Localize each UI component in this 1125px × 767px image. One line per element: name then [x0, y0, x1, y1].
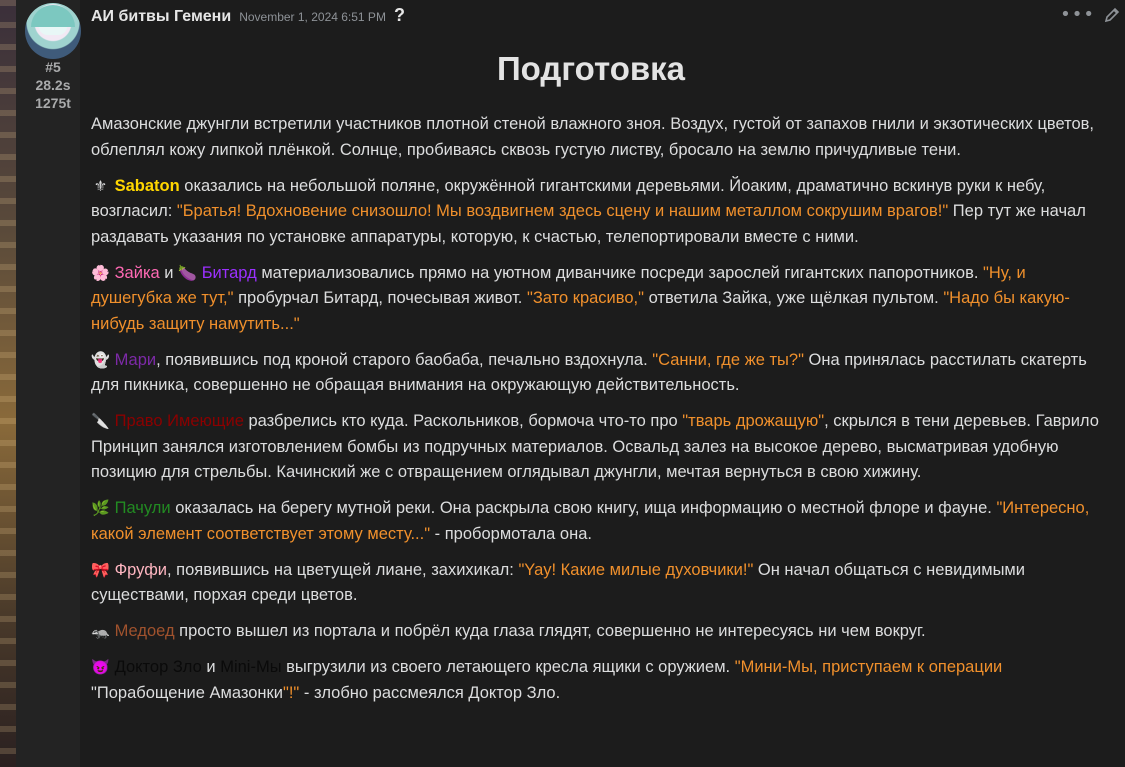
story-paragraph — [91, 261, 1101, 338]
text-segment: - пробормотала она. — [430, 524, 592, 543]
text-segment: и — [201, 658, 221, 676]
story-paragraph — [91, 619, 1101, 645]
quote-text: "Ну, и душегубка же тут," — [91, 263, 1026, 307]
character-name: Битард — [201, 263, 257, 282]
text-segment: и — [159, 263, 179, 282]
story-paragraph — [91, 174, 1101, 251]
character-name: Мари — [114, 350, 157, 369]
character-name: Зайка — [114, 263, 160, 282]
character-name: Право Имеющие — [114, 412, 244, 430]
post-header — [91, 5, 405, 25]
post-actions — [1060, 4, 1121, 25]
story-paragraph — [91, 348, 1101, 399]
quote-text: "Мини-Мы, приступаем к операции — [734, 658, 1003, 676]
emoji-icon: 😈 — [91, 659, 110, 676]
quote-text: "Yay! Какие милые духовчики!" — [518, 560, 754, 579]
story-paragraph — [91, 558, 1101, 609]
avatar[interactable] — [25, 3, 81, 59]
text-segment: просто вышел из портала и побрёл куда глаза глядят, совершенно не интересуясь ни чем вокруг. — [174, 622, 926, 640]
story-paragraph — [91, 496, 1101, 547]
emoji-icon: ⚜ — [93, 177, 108, 195]
emoji-icon: 🍆 — [178, 264, 197, 282]
background-artwork — [0, 0, 16, 767]
more-options-icon[interactable]: ••• — [1060, 4, 1095, 25]
text-segment: Она принялась расстилать скатерть для пикника, совершенно не обращая внимания на окружающую действительность. — [91, 350, 1087, 394]
quote-text: "Санни, где же ты?" — [652, 350, 804, 369]
character-name: Mini-Мы — [220, 658, 282, 676]
text-segment: Он начал общаться с невидимыми существами, порхая среди цветов. — [91, 560, 1025, 604]
text-segment: Амазонские джунгли встретили участников плотной стеной влажного зноя. Воздух, густой от запахов гнили и экзотических цветов, облеплял кожу липкой плёнкой. Солнце, пробиваясь сквозь густую листву, бросало на землю причудливые тени. — [91, 115, 1095, 159]
text-segment: , появившись на цветущей лиане, захихикал: — [167, 560, 519, 579]
emoji-icon: 🌸 — [91, 264, 110, 282]
text-segment: , скрылся в тени деревьев. Гаврило Принцип занялся изготовлением бомбы из подручных материалов. Освальд залез на высокое дерево, высматривая удобную позицию для стрельбы. Качинский же с отвращением оглядывал джунгли, мечтая вернуться в свою хижину. — [91, 412, 1099, 481]
text-segment: материализовались прямо на уютном диванчике посреди зарослей гигантских папоротников. — [256, 263, 984, 282]
post-title: Подготовка — [496, 50, 686, 87]
quote-text: "!" — [282, 683, 300, 702]
text-segment: Пер тут же начал раздавать указания по установке аппаратуры, которую, к счастью, телепортировали вместе с ними. — [91, 202, 1086, 246]
token-count: 1275t — [35, 95, 71, 111]
help-icon[interactable]: ? — [393, 5, 405, 25]
post-timestamp: November 1, 2024 6:51 PM — [239, 10, 386, 24]
emoji-icon: 🌿 — [91, 500, 110, 517]
post-stats — [16, 58, 90, 112]
character-name: Пачули — [114, 499, 171, 517]
post-body — [91, 112, 1101, 717]
generation-time: 28.2s — [35, 77, 71, 93]
emoji-icon: 🔪 — [91, 413, 110, 430]
text-segment: выгрузили из своего летающего кресла ящики с оружием. — [281, 658, 735, 676]
emoji-icon: 🎀 — [91, 561, 110, 579]
quote-text: "тварь дрожащую" — [682, 412, 825, 430]
character-name: Медоед — [114, 622, 175, 640]
text-segment: оказались на небольшой поляне, окружённой гигантскими деревьями. Йоаким, драматично вскинув руки к небу, возгласил: — [91, 176, 1046, 220]
text-segment: разбрелись кто куда. Раскольников, бормоча что-то про — [243, 412, 683, 430]
emoji-icon: 👻 — [91, 351, 110, 369]
author-name[interactable]: АИ битвы Гемени — [91, 8, 232, 25]
character-name: Доктор Зло — [114, 658, 202, 676]
post-sidebar — [16, 0, 80, 767]
text-segment: "Порабощение Амазонки — [91, 683, 283, 702]
quote-text: "Зато красиво," — [526, 289, 644, 307]
quote-text: "Интересно, какой элемент соответствует этому месту..." — [91, 499, 1090, 543]
text-segment: , появившись под кроной старого баобаба, печально вздохнула. — [156, 350, 653, 369]
quote-text: "Братья! Вдохновение снизошло! Мы воздвигнем здесь сцену и нашим металлом сокрушим врагов!" — [176, 202, 949, 220]
text-segment: ответила Зайка, уже щёлкая пультом. — [643, 289, 944, 307]
story-paragraph — [91, 655, 1101, 706]
text-segment: оказалась на берегу мутной реки. Она раскрыла свою книгу, ища информацию о местной флоре и фауне. — [170, 499, 997, 517]
post-number: #5 — [45, 59, 61, 75]
emoji-icon: 🦡 — [91, 623, 110, 640]
story-paragraph — [91, 409, 1101, 486]
quote-text: "Надо бы какую-нибудь защиту намутить..." — [91, 289, 1070, 333]
text-segment: пробурчал Битард, почесывая живот. — [233, 289, 527, 307]
character-name: Sabaton — [114, 176, 180, 195]
edit-pencil-icon[interactable] — [1103, 6, 1121, 24]
text-segment: - злобно рассмеялся Доктор Зло. — [299, 683, 561, 702]
story-paragraph — [91, 112, 1101, 163]
character-name: Фруфи — [114, 560, 167, 579]
